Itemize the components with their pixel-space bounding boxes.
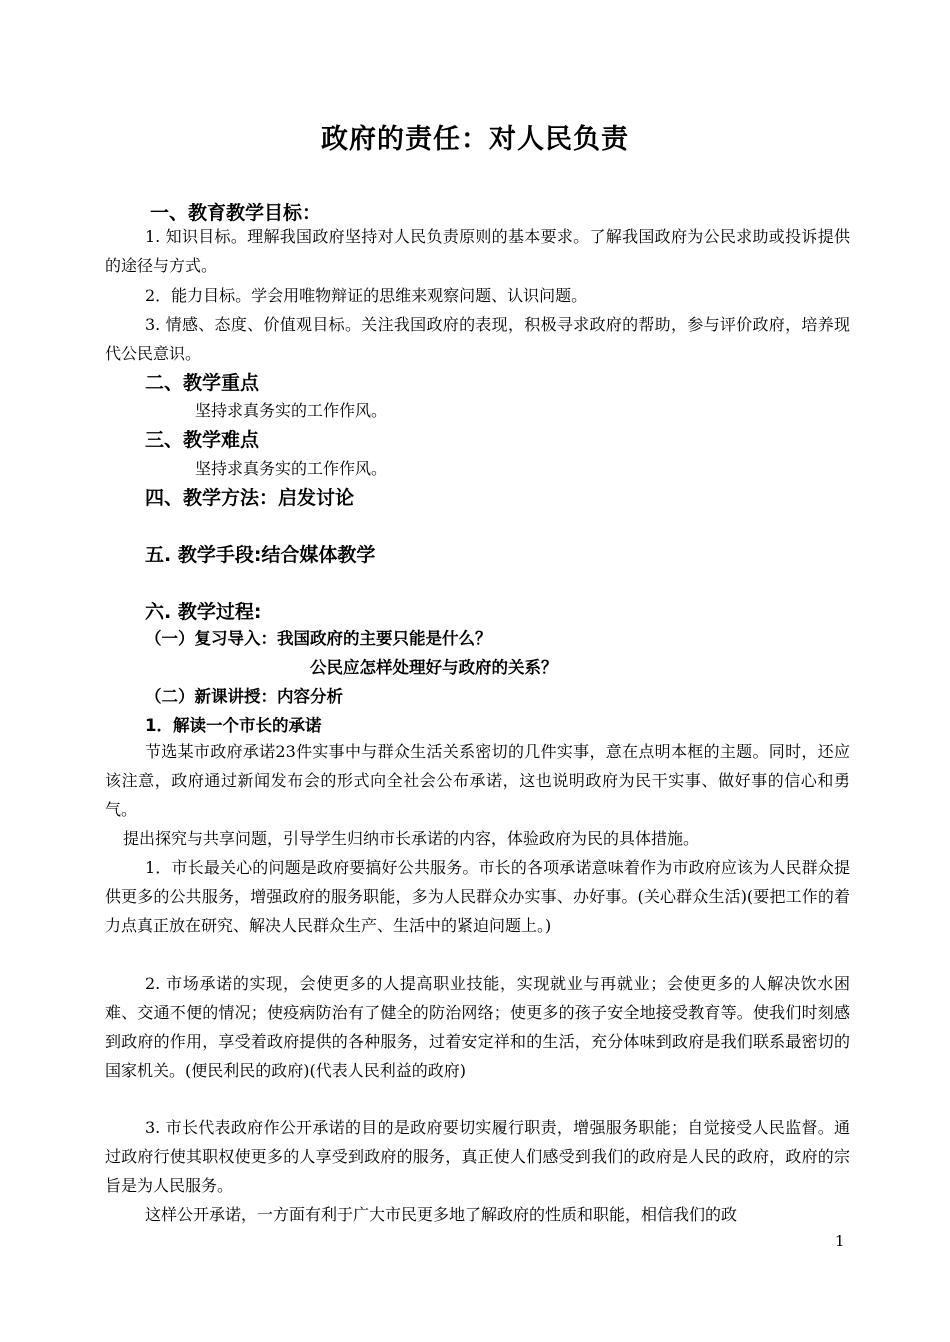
review-intro-question: （一）复习导入：我国政府的主要只能是什么？ xyxy=(145,629,492,648)
objective-attitude: 3. 情感、态度、价值观目标。关注我国政府的表现，积极寻求政府的帮助，参与评价政府，培养现代公民意识。 xyxy=(105,315,850,363)
paragraph-point-2: 2. 市场承诺的实现，会使更多的人提高职业技能，实现就业与再就业；会使更多的人解决饮水困难、交通不便的情况；使疫病防治有了健全的防治网络；使更多的孩子安全地接受教育等。使我们时刻感到政府的作用，享受着政府提供的各种服务，过着安定祥和的生活，充分体味到政府是我们联系最密切的国家机关。(便民利民的政府)(代表人民利益的政府) xyxy=(105,974,850,1080)
paragraph-inquiry: 提出探究与共享问题，引导学生归纳市长承诺的内容，体验政府为民的具体措施。 xyxy=(123,829,700,848)
new-lesson-heading: （二）新课讲授：内容分析 xyxy=(145,687,343,706)
objective-knowledge: 1. 知识目标。理解我国政府坚持对人民负责原则的基本要求。了解我国政府为公民求助或投诉提供的途径与方式。 xyxy=(105,227,850,275)
heading-difficulty: 三、教学难点 xyxy=(145,429,260,451)
paragraph-point-1: 1．市长最关心的问题是政府要搞好公共服务。市长的各项承诺意味着作为市政府应该为人民群众提供更多的公共服务，增强政府的服务职能，多为人民群众办实事、办好事。(关心群众生活)(要把工作的着力点真正放在研究、解决人民群众生产、生活中的紧迫问题上。) xyxy=(105,858,850,935)
review-intro-question-2: 公民应怎样处理好与政府的关系？ xyxy=(310,658,558,677)
item-mayor-promise: 1．解读一个市长的承诺 xyxy=(145,716,322,735)
paragraph-public-promise: 这样公开承诺，一方面有利于广大市民更多地了解政府的性质和职能，相信我们的政 xyxy=(145,1205,738,1224)
heading-key-point: 二、教学重点 xyxy=(145,372,260,394)
difficulty-text: 坚持求真务实的工作作风。 xyxy=(195,459,388,478)
heading-process: 六. 教学过程: xyxy=(145,601,262,623)
heading-objectives: 一、教育教学目标： xyxy=(150,202,322,224)
objective-ability: 2．能力目标。学会用唯物辩证的思维来观察问题、认识问题。 xyxy=(145,286,588,305)
paragraph-point-3: 3. 市长代表政府作公开承诺的目的是政府要切实履行职责，增强服务职能；自觉接受人民监督。通过政府行使其职权使更多的人享受到政府的服务，真正使人们感受到我们的政府是人民的政府，政府的宗旨是为人民服务。 xyxy=(105,1118,850,1195)
paragraph-excerpt: 节选某市政府承诺23件实事中与群众生活关系密切的几件实事，意在点明本框的主题。同时，还应该注意，政府通过新闻发布会的形式向全社会公布承诺，这也说明政府为民干实事、做好事的信心和勇气。 xyxy=(105,742,850,819)
heading-media: 五. 教学手段:结合媒体教学 xyxy=(145,544,376,566)
page-number: 1 xyxy=(835,1232,845,1250)
heading-method: 四、教学方法：启发讨论 xyxy=(145,487,355,509)
key-point-text: 坚持求真务实的工作作风。 xyxy=(195,401,388,420)
document-title: 政府的责任：对人民负责 xyxy=(321,124,629,155)
